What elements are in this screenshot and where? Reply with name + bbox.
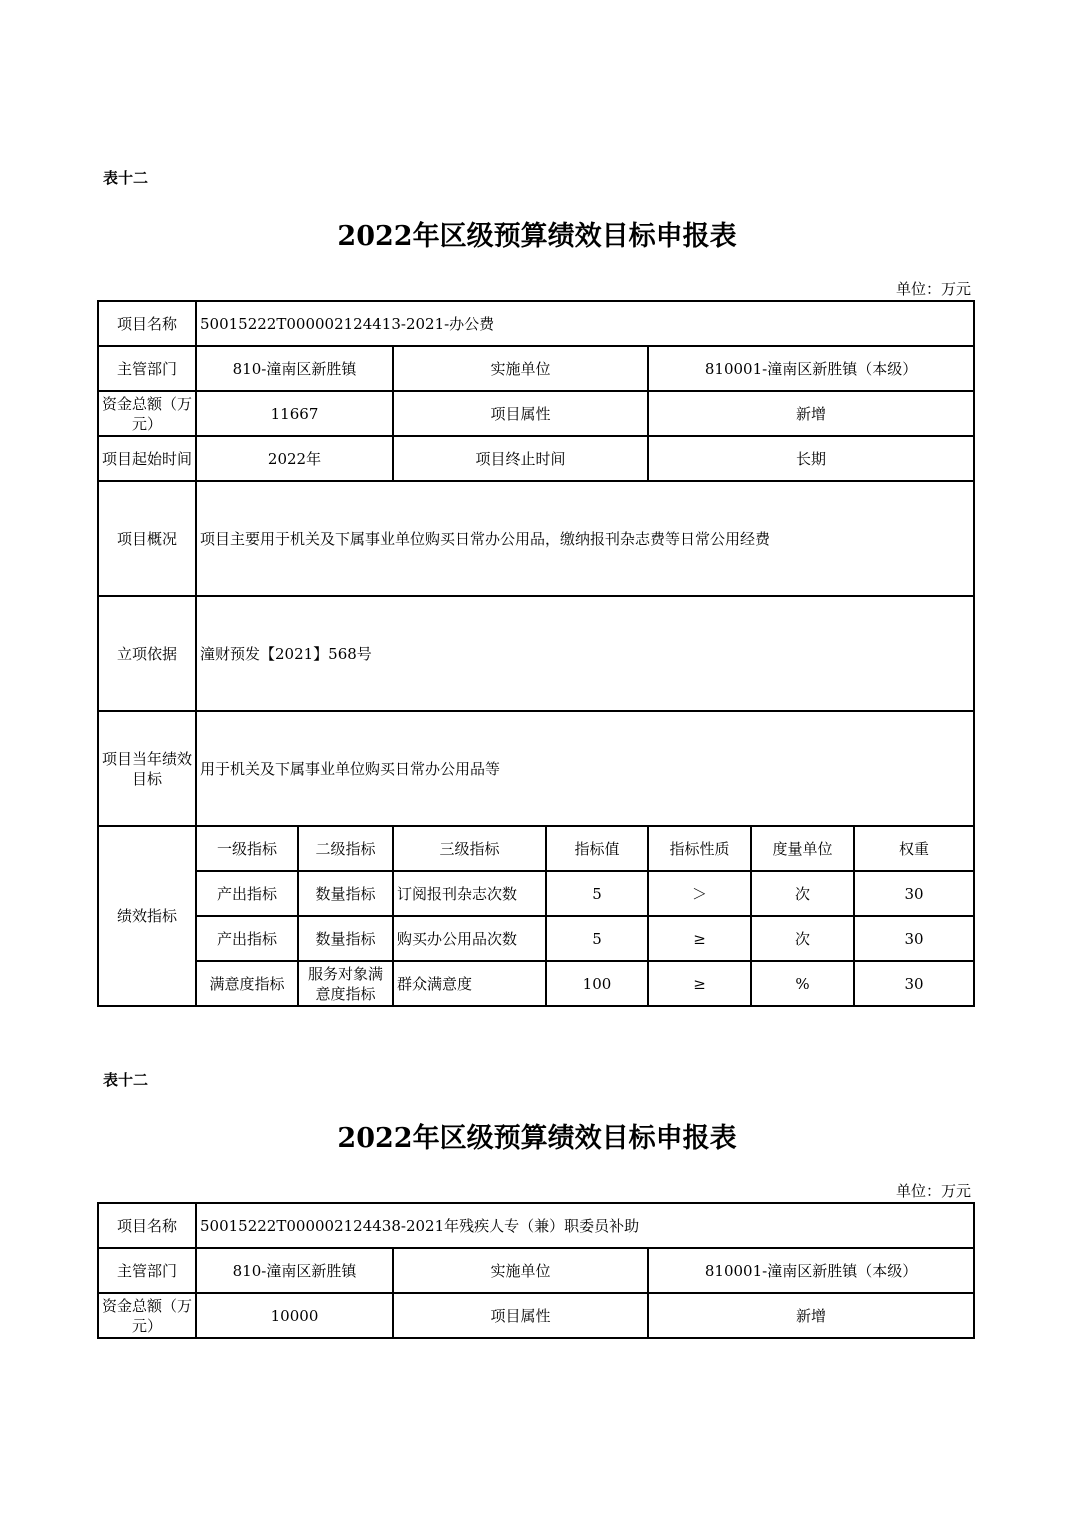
performance-target-table	[97, 300, 975, 1007]
unit-label: 单位：万元	[895, 280, 971, 298]
end-time-value: 长期	[648, 436, 974, 481]
indicator-header-cell: 二级指标	[298, 826, 393, 871]
indicator-cell: ≥	[648, 916, 751, 961]
indicator-cell: 购买办公用品次数	[393, 916, 546, 961]
indicator-cell: 满意度指标	[196, 961, 298, 1006]
total-funds-label: 资金总额（万元）	[98, 391, 196, 436]
total-funds-value: 11667	[196, 391, 393, 436]
overview-value: 项目主要用于机关及下属事业单位购买日常办公用品，缴纳报刊杂志费等日常公用经费	[196, 481, 974, 596]
form-title: 2022年区级预算绩效目标申报表	[337, 1123, 737, 1154]
overview-row	[98, 481, 974, 596]
project-name-value: 50015222T000002124438-2021年残疾人专（兼）职委员补助	[196, 1203, 974, 1248]
indicator-cell: 数量指标	[298, 916, 393, 961]
indicator-header-cell: 一级指标	[196, 826, 298, 871]
indicator-cell: %	[751, 961, 854, 1006]
dept-label: 主管部门	[98, 1248, 196, 1293]
unit-label: 单位：万元	[895, 1182, 971, 1200]
indicator-header-cell: 权重	[854, 826, 974, 871]
indicator-cell: 30	[854, 961, 974, 1006]
impl-unit-label: 实施单位	[393, 346, 648, 391]
start-time-value: 2022年	[196, 436, 393, 481]
indicator-cell: 产出指标	[196, 916, 298, 961]
dept-value: 810-潼南区新胜镇	[196, 346, 393, 391]
project-name-row	[98, 1203, 974, 1248]
project-name-value: 50015222T000002124413-2021-办公费	[196, 301, 974, 346]
dept-row	[98, 346, 974, 391]
total-funds-value: 10000	[196, 1293, 393, 1338]
funds-row	[98, 391, 974, 436]
project-name-label: 项目名称	[98, 301, 196, 346]
indicator-header-cell: 指标值	[546, 826, 648, 871]
attribute-label: 项目属性	[393, 1293, 648, 1338]
performance-target-table	[97, 1202, 975, 1339]
indicator-cell: 30	[854, 871, 974, 916]
table-number-label: 表十二	[103, 1071, 149, 1089]
indicator-cell: 30	[854, 916, 974, 961]
indicator-cell: 100	[546, 961, 648, 1006]
basis-row	[98, 596, 974, 711]
indicator-cell: ≥	[648, 961, 751, 1006]
form-title: 2022年区级预算绩效目标申报表	[337, 221, 737, 252]
indicator-cell: 产出指标	[196, 871, 298, 916]
indicator-header-cell: 三级指标	[393, 826, 546, 871]
goal-value: 用于机关及下属事业单位购买日常办公用品等	[196, 711, 974, 826]
indicator-cell: 群众满意度	[393, 961, 546, 1006]
basis-label: 立项依据	[98, 596, 196, 711]
attribute-value: 新增	[648, 1293, 974, 1338]
end-time-label: 项目终止时间	[393, 436, 648, 481]
attribute-label: 项目属性	[393, 391, 648, 436]
attribute-value: 新增	[648, 391, 974, 436]
start-time-label: 项目起始时间	[98, 436, 196, 481]
table-number-label: 表十二	[103, 169, 149, 187]
dept-row	[98, 1248, 974, 1293]
impl-unit-value: 810001-潼南区新胜镇（本级）	[648, 346, 974, 391]
indicator-cell: 次	[751, 871, 854, 916]
impl-unit-value: 810001-潼南区新胜镇（本级）	[648, 1248, 974, 1293]
indicator-cell: 5	[546, 871, 648, 916]
indicator-header-row	[98, 826, 974, 871]
dept-label: 主管部门	[98, 346, 196, 391]
indicator-cell: 数量指标	[298, 871, 393, 916]
impl-unit-label: 实施单位	[393, 1248, 648, 1293]
indicators-label: 绩效指标	[98, 826, 196, 1006]
project-name-row	[98, 301, 974, 346]
project-name-label: 项目名称	[98, 1203, 196, 1248]
total-funds-label: 资金总额（万元）	[98, 1293, 196, 1338]
indicator-row	[98, 961, 974, 1006]
indicator-cell: 5	[546, 916, 648, 961]
indicator-cell: 订阅报刊杂志次数	[393, 871, 546, 916]
indicator-row	[98, 916, 974, 961]
time-row	[98, 436, 974, 481]
indicator-header-cell: 指标性质	[648, 826, 751, 871]
indicator-cell: 服务对象满意度指标	[298, 961, 393, 1006]
overview-label: 项目概况	[98, 481, 196, 596]
indicator-header-cell: 度量单位	[751, 826, 854, 871]
indicator-cell: ＞	[648, 871, 751, 916]
goal-label: 项目当年绩效目标	[98, 711, 196, 826]
dept-value: 810-潼南区新胜镇	[196, 1248, 393, 1293]
goal-row	[98, 711, 974, 826]
basis-value: 潼财预发【2021】568号	[196, 596, 974, 711]
funds-row	[98, 1293, 974, 1338]
indicator-row	[98, 871, 974, 916]
indicator-cell: 次	[751, 916, 854, 961]
